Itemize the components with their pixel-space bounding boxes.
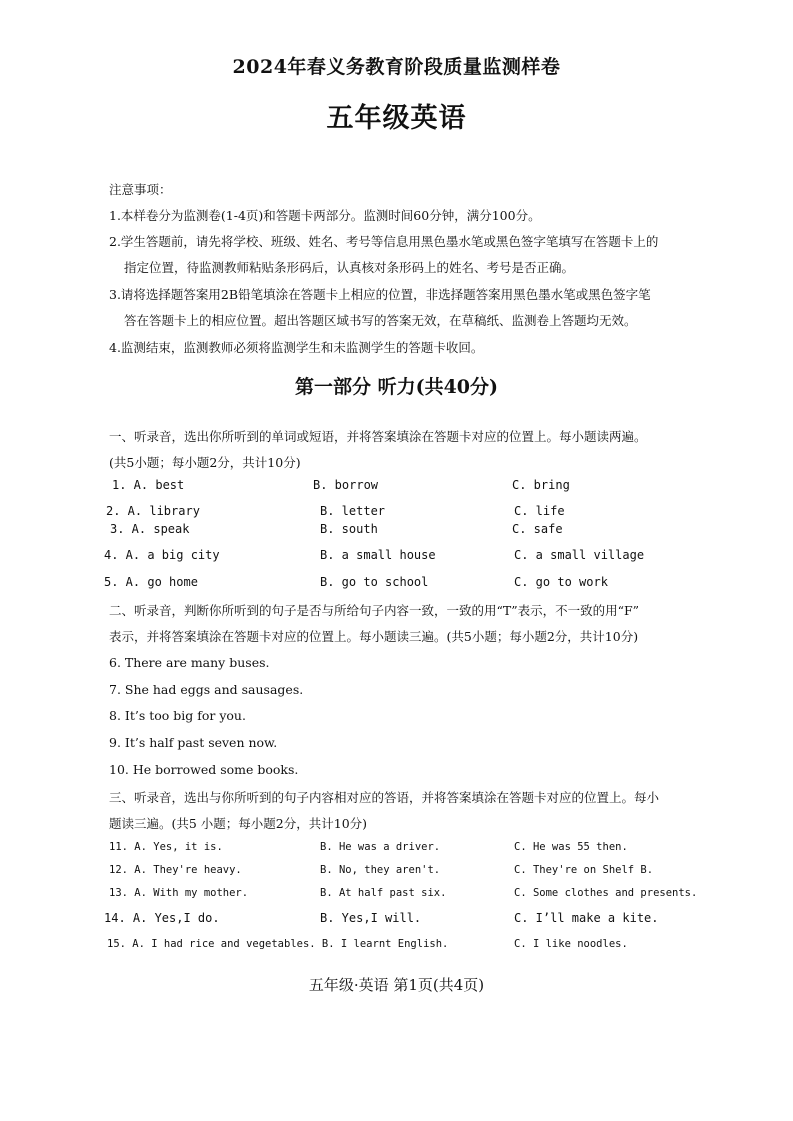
note-line: 2.学生答题前，请先将学校、班级、姓名、考号等信息用黑色墨水笔或黑色签字笔填写在答题卡上的 <box>109 234 659 249</box>
question-1-option-c: C. bring <box>512 478 570 492</box>
question-11-option-c: C. He was 55 then. <box>514 841 628 853</box>
question-3-option-b: B. south <box>320 522 378 536</box>
question-11-option-b: B. He was a driver. <box>320 841 441 853</box>
question-3-option-a: 3. A. speak <box>110 522 190 536</box>
part1-instruction: 一、听录音，选出你所听到的单词或短语，并将答案填涂在答题卡对应的位置上。每小题读两遍。 <box>109 429 647 444</box>
question-1-option-a: 1. A. best <box>112 478 185 492</box>
judgement-item: 10. He borrowed some books. <box>109 762 299 777</box>
page-footer: 五年级·英语 第1页(共4页) <box>308 976 485 994</box>
question-14-option-a: 14. A. Yes,I do. <box>104 911 220 925</box>
question-15-option-c: C. I like noodles. <box>514 938 628 950</box>
question-13-option-c: C. Some clothes and presents. <box>514 887 698 899</box>
part3-instruction-cont: 题读三遍。(共5 小题；每小题2分，共计10分) <box>109 816 368 831</box>
question-4-option-c: C. a small village <box>514 548 645 562</box>
question-14-option-c: C. I’ll make a kite. <box>514 911 659 925</box>
question-5-option-c: C. go to work <box>514 575 608 589</box>
judgement-item: 6. There are many buses. <box>109 655 270 670</box>
question-5-option-a: 5. A. go home <box>104 575 198 589</box>
note-line: 答在答题卡上的相应位置。超出答题区域书写的答案无效，在草稿纸、监测卷上答题均无效。 <box>124 313 637 328</box>
question-14-option-b: B. Yes,I will. <box>320 911 422 925</box>
part3-instruction: 三、听录音，选出与你所听到的句子内容相对应的答语，并将答案填涂在答题卡对应的位置上。每小 <box>109 790 660 805</box>
section-title: 第一部分 听力(共40分) <box>294 376 499 398</box>
question-4-option-b: B. a small house <box>320 548 436 562</box>
exam-title: 2024年春义务教育阶段质量监测样卷 <box>232 56 561 78</box>
note-line: 4.监测结束，监测教师必须将监测学生和未监测学生的答题卡收回。 <box>109 340 484 355</box>
question-11-option-a: 11. A. Yes, it is. <box>109 841 223 853</box>
question-1-option-b: B. borrow <box>313 478 379 492</box>
judgement-item: 9. It’s half past seven now. <box>109 735 278 750</box>
question-3-option-c: C. safe <box>512 522 563 536</box>
note-line: 3.请将选择题答案用2B铅笔填涂在答题卡上相应的位置，非选择题答案用黑色墨水笔或黑色签字笔 <box>109 287 651 302</box>
question-5-option-b: B. go to school <box>320 575 429 589</box>
note-line: 1.本样卷分为监测卷(1-4页)和答题卡两部分。监测时间60分钟，满分100分。 <box>109 208 541 223</box>
judgement-item: 7. She had eggs and sausages. <box>109 682 304 697</box>
part2-instruction: 二、听录音，判断你所听到的句子是否与所给句子内容一致，一致的用“T”表示，不一致的用“F” <box>109 603 640 618</box>
question-4-option-a: 4. A. a big city <box>104 548 220 562</box>
question-2-option-c: C. life <box>514 504 565 518</box>
question-12-option-c: C. They're on Shelf B. <box>514 864 654 876</box>
question-13-option-b: B. At half past six. <box>320 887 447 899</box>
question-13-option-a: 13. A. With my mother. <box>109 887 249 899</box>
question-2-option-a: 2. A. library <box>106 504 200 518</box>
question-2-option-b: B. letter <box>320 504 386 518</box>
note-line: 指定位置，待监测教师粘贴条形码后，认真核对条形码上的姓名、考号是否正确。 <box>124 260 575 275</box>
part1-instruction-score: (共5小题；每小题2分，共计10分) <box>109 455 301 470</box>
question-12-option-b: B. No, they aren't. <box>320 864 441 876</box>
notes-heading: 注意事项： <box>109 182 172 197</box>
exam-subject-title: 五年级英语 <box>326 103 467 134</box>
question-15-options-ab: 15. A. I had rice and vegetables. B. I learnt English. <box>107 938 449 950</box>
question-12-option-a: 12. A. They're heavy. <box>109 864 242 876</box>
judgement-item: 8. It’s too big for you. <box>109 708 246 723</box>
part2-instruction-cont: 表示，并将答案填涂在答题卡对应的位置上。每小题读三遍。(共5小题；每小题2分，共计10分) <box>109 629 639 644</box>
